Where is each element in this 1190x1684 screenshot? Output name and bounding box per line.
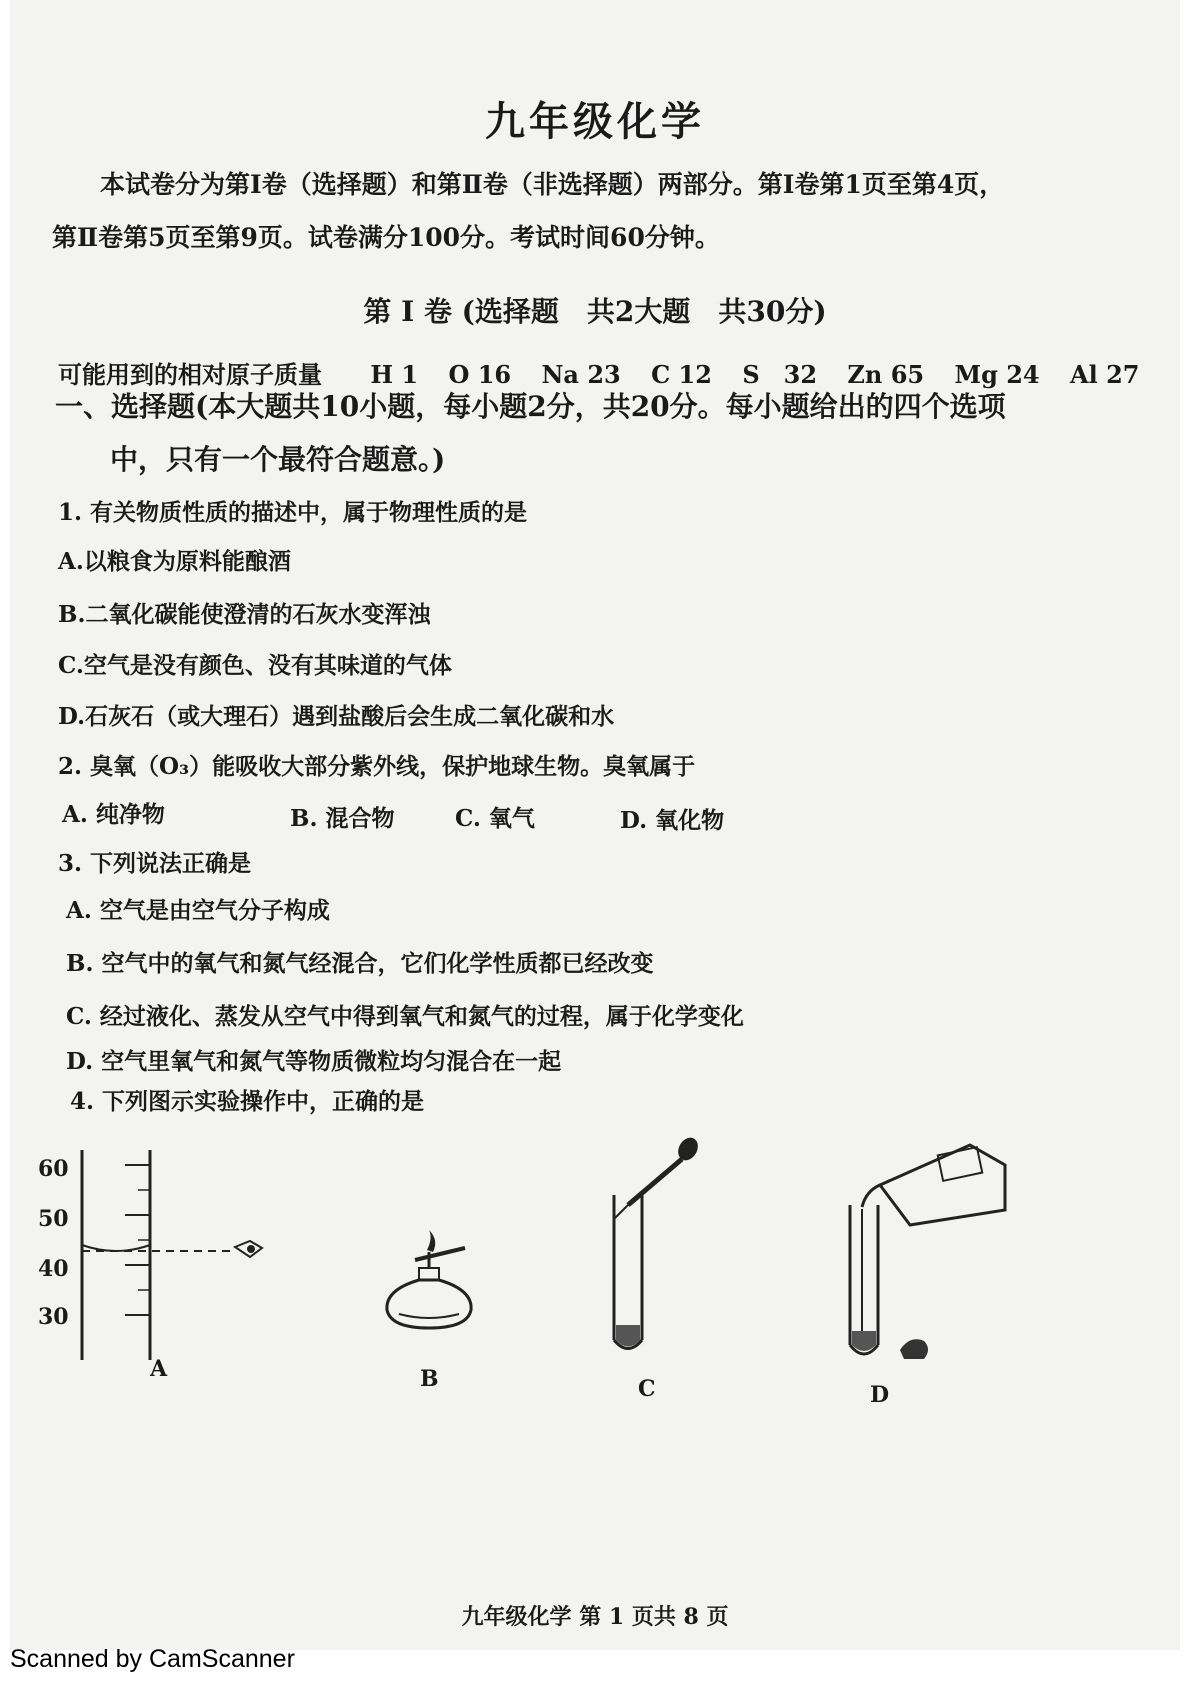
cylinder-tick-label: 30 <box>38 1304 69 1330</box>
atomic-mass-item: Zn 65 <box>847 360 925 389</box>
part1-heading-2: 中，只有一个最符合题意。) <box>110 443 446 476</box>
cylinder-tick-label: 60 <box>38 1156 69 1182</box>
question-3-option-d: D. 空气里氧气和氮气等物质微粒均匀混合在一起 <box>66 1048 562 1075</box>
figure-label-d: D <box>870 1382 890 1408</box>
atomic-mass-item: Mg 24 <box>954 360 1040 389</box>
question-2-option-a: A. 纯净物 <box>62 801 165 828</box>
intro-line-2: 第Ⅱ卷第5页至第9页。试卷满分100分。考试时间60分钟。 <box>52 223 720 252</box>
question-3-option-b: B. 空气中的氧气和氮气经混合，它们化学性质都已经改变 <box>66 950 654 977</box>
figure-d-pouring-liquid <box>840 1135 1020 1375</box>
figure-b-alcohol-lamp <box>375 1230 485 1340</box>
question-2-option-c: C. 氧气 <box>455 805 535 832</box>
atomic-mass-label: 可能用到的相对原子质量 <box>58 360 322 389</box>
atomic-mass-item: C 12 <box>651 360 712 389</box>
question-2-option-b: B. 混合物 <box>290 805 395 832</box>
question-3-option-a: A. 空气是由空气分子构成 <box>66 897 330 924</box>
question-1-option-a: A.以粮食为原料能酿酒 <box>58 548 291 575</box>
question-3-stem: 3. 下列说法正确是 <box>58 850 252 877</box>
figure-c-dropper-test-tube <box>600 1135 710 1365</box>
question-3-option-c: C. 经过液化、蒸发从空气中得到氧气和氮气的过程，属于化学变化 <box>66 1003 744 1030</box>
atomic-mass-item: Al 27 <box>1069 360 1140 389</box>
figure-label-b: B <box>420 1366 439 1392</box>
question-2-option-d: D. 氧化物 <box>620 807 725 834</box>
atomic-mass-item: Na 23 <box>541 360 621 389</box>
atomic-mass-item: S 32 <box>742 360 818 389</box>
page-title: 九年级化学 <box>485 98 705 145</box>
question-2-stem: 2. 臭氧（O₃）能吸收大部分紫外线，保护地球生物。臭氧属于 <box>58 753 696 780</box>
figure-label-c: C <box>638 1376 656 1402</box>
cylinder-tick-label: 50 <box>38 1206 69 1232</box>
question-1-stem: 1. 有关物质性质的描述中，属于物理性质的是 <box>58 499 528 526</box>
question-1-option-c: C.空气是没有颜色、没有其味道的气体 <box>58 652 452 679</box>
question-1-option-b: B.二氧化碳能使澄清的石灰水变浑浊 <box>58 601 431 628</box>
atomic-mass-item: H 1 <box>370 360 419 389</box>
cylinder-tick-label: 40 <box>38 1256 69 1282</box>
question-4-stem: 4. 下列图示实验操作中，正确的是 <box>70 1088 425 1115</box>
section-title: 第 Ⅰ 卷 (选择题 共2大题 共30分) <box>363 295 827 328</box>
intro-line-1: 本试卷分为第Ⅰ卷（选择题）和第Ⅱ卷（非选择题）两部分。第Ⅰ卷第1页至第4页， <box>100 170 1005 199</box>
question-1-option-d: D.石灰石（或大理石）遇到盐酸后会生成二氧化碳和水 <box>58 703 615 730</box>
part1-heading-1: 一、选择题(本大题共10小题，每小题2分，共20分。每小题给出的四个选项 <box>55 390 1006 423</box>
figure-label-a: A <box>150 1356 168 1382</box>
atomic-mass-item: O 16 <box>448 360 512 389</box>
scanner-watermark: Scanned by CamScanner <box>10 1645 295 1673</box>
figure-a-cylinder-reading <box>80 1145 300 1360</box>
page-footer: 九年级化学 第 1 页共 8 页 <box>461 1604 729 1630</box>
